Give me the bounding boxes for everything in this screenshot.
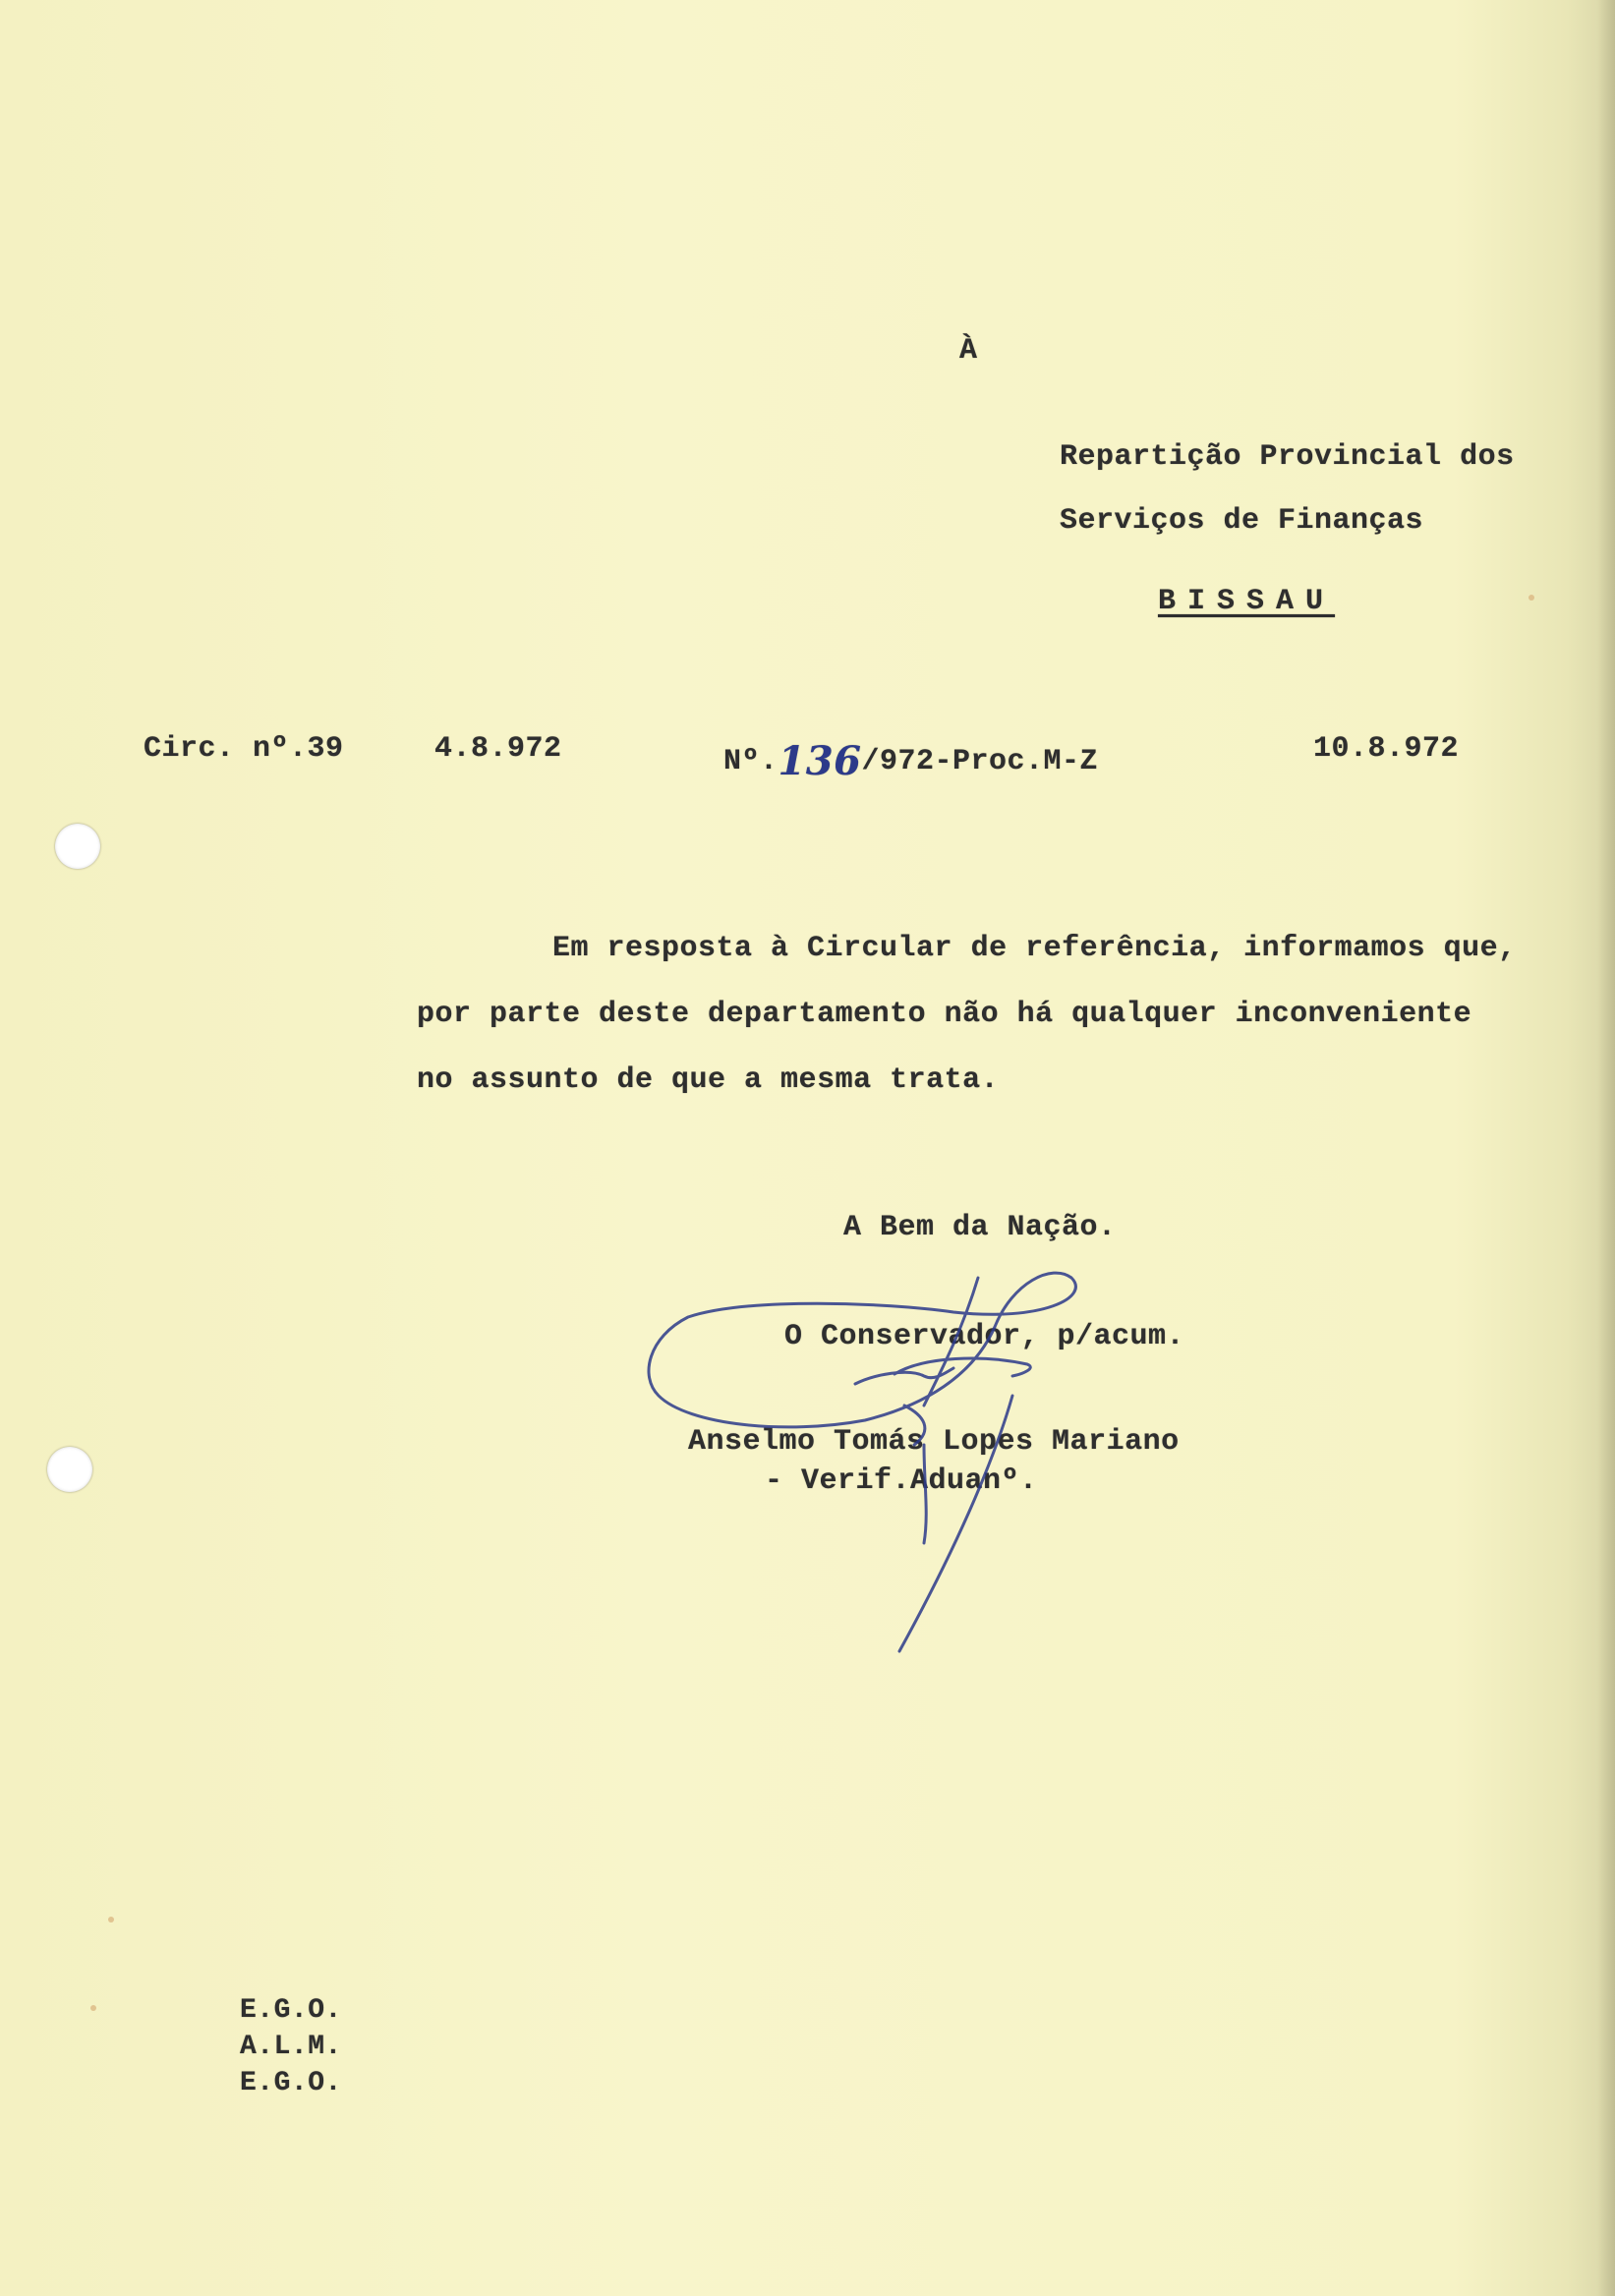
copy-initials-2: A.L.M.: [240, 2032, 342, 2062]
body-line-2: por parte deste departamento não há qualquer inconveniente: [417, 998, 1472, 1031]
reference-number: [723, 732, 1099, 784]
paper-speck: [108, 1917, 114, 1923]
closing-formula: A Bem da Nação.: [843, 1211, 1117, 1244]
recipient-line-1: Repartição Provincial dos: [1060, 440, 1515, 474]
page-edge-shadow: [1597, 0, 1615, 2296]
punch-hole-top: [55, 824, 100, 869]
signatory-name: Anselmo Tomás Lopes Mariano: [688, 1425, 1180, 1459]
recipient-city: BISSAU: [1158, 585, 1336, 618]
reference-number-suffix: /972-Proc.M-Z: [861, 745, 1099, 778]
body-line-3: no assunto de que a mesma trata.: [417, 1063, 1000, 1097]
signatory-title: O Conservador, p/acum.: [784, 1320, 1185, 1353]
copy-initials-3: E.G.O.: [240, 2068, 342, 2098]
paper-speck: [1528, 595, 1534, 601]
reference-number-handwritten: 136: [778, 738, 862, 784]
salutation: À: [959, 334, 978, 368]
punch-hole-bottom: [47, 1447, 92, 1492]
body-line-1: Em resposta à Circular de referência, informamos que,: [552, 932, 1517, 965]
handwritten-signature: [629, 1258, 1258, 1671]
reference-number-prefix: Nº.: [723, 745, 779, 778]
circular-reference: Circ. nº.39: [144, 732, 344, 766]
circular-date: 4.8.972: [434, 732, 562, 766]
recipient-line-2: Serviços de Finanças: [1060, 504, 1424, 538]
paper-speck: [90, 2005, 96, 2011]
copy-initials-1: E.G.O.: [240, 1995, 342, 2026]
signatory-role: - Verif.Aduanº.: [765, 1464, 1038, 1498]
reference-date: 10.8.972: [1313, 732, 1460, 766]
